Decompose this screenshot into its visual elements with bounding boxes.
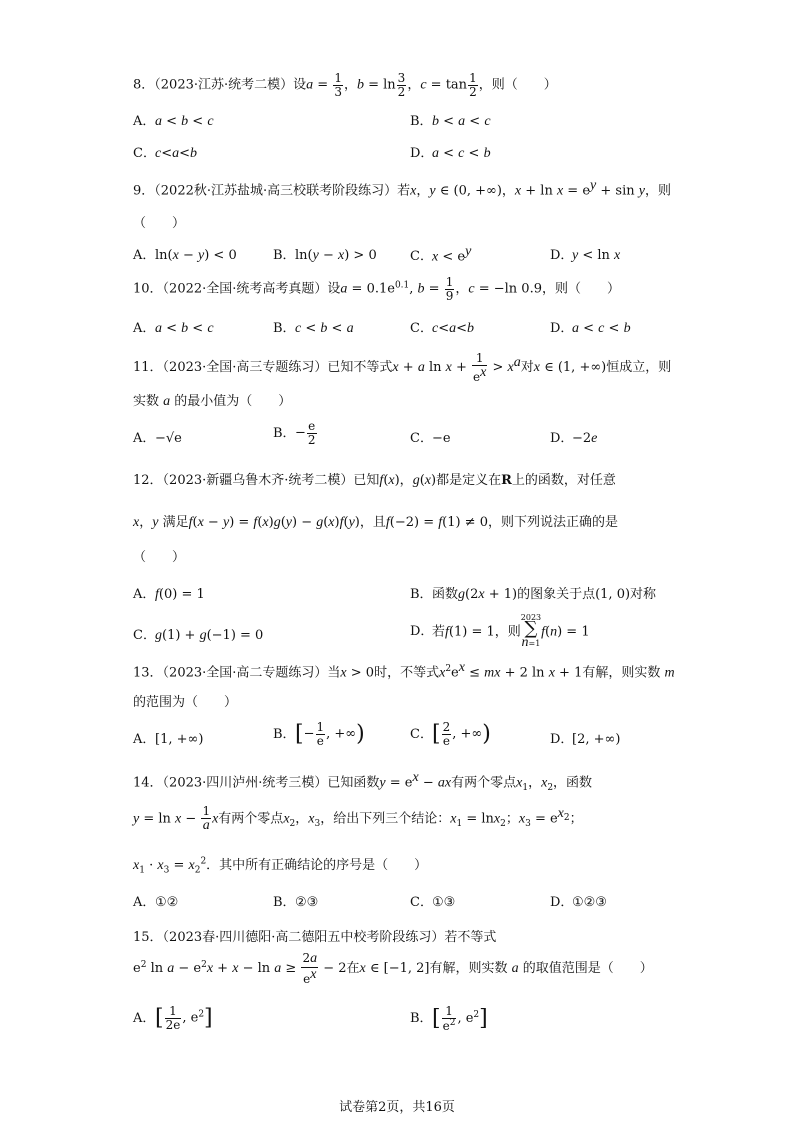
q11-option-d[interactable]: D．−2e xyxy=(550,431,598,446)
question-9: 9．（2022秋·江苏盐城·高三校联考阶段练习）若x，y ∈ (0, +∞)，$x + \ln x = e^y + \sin y$，则 xyxy=(133,178,671,199)
q12-option-a[interactable]: A．f(0) = 1 xyxy=(133,587,205,602)
q11-option-b[interactable]: B．− $\frac{e}{2}$ xyxy=(273,419,316,447)
q8-option-d[interactable]: D．a < c < b xyxy=(410,146,491,161)
question-11: 11．（2023·全国·高三专题练习）已知不等式x + a ln x + $\frac{1}{e^x}$ > $x^a$对x ∈ (1, +∞)恒成立，则 xyxy=(133,351,672,384)
question-15-line2: $e^2$ $\ln a - e^2x + x - \ln a$ ≥ $\frac{2a}{e^x}$ − 2在x ∈ [−1, 2]有解，则实数 a 的取值范围是（ ） xyxy=(133,951,653,986)
question-8: 8．（2023·江苏·统考二模）设a = $\frac{1}{3}$ ，b = ln $\frac{3}{2}$ ，c = tan $\frac{1}{2}$ ，则（ ） xyxy=(133,71,557,99)
q11-option-a[interactable]: A．−√e xyxy=(133,431,182,446)
q8-option-b[interactable]: B．b < a < c xyxy=(410,114,491,129)
q9-option-a[interactable]: A．ln(x − y) < 0 xyxy=(133,248,237,263)
q10-option-a[interactable]: A．a < b < c xyxy=(133,321,214,336)
q8-option-c[interactable]: C．c<a<b xyxy=(133,146,198,161)
q10-option-d[interactable]: D．a < c < b xyxy=(550,321,631,336)
q9-option-b[interactable]: B．ln(y − x) > 0 xyxy=(273,248,377,263)
question-14: 14．（2023·四川泸州·统考三模）已知函数$y = e^x$ − ax有两个零点$x_1$，$x_2$，函数 xyxy=(133,770,593,793)
question-12-paren: （ ） xyxy=(133,550,186,565)
q8-option-a[interactable]: A．a < b < c xyxy=(133,114,214,129)
question-13: 13．（2023·全国·高二专题练习）当x > 0时，不等式$x^2e^x$ ≤ mx + 2 ln x + 1有解，则实数 m xyxy=(133,660,675,681)
q10-option-c[interactable]: C．c<a<b xyxy=(410,321,475,336)
question-12: 12．（2023·新疆乌鲁木齐·统考二模）已知f(x)，g(x)都是定义在R上的函数，对任意 xyxy=(133,473,616,488)
question-13-line2: 的范围为（ ） xyxy=(133,695,238,710)
q14-option-a[interactable]: A．①② xyxy=(133,895,179,910)
question-14-line2: y = ln x − $\frac{1}{a}$ x有两个零点$x_2$，$x_3$，给出下列三个结论：$x_1 = \ln x_2$；$x_3 = e^{x_2}$； xyxy=(133,804,583,833)
q13-option-b[interactable]: B．[− $\frac{1}{e}$ , +∞) xyxy=(273,720,365,748)
q9-option-d[interactable]: D．y < ln x xyxy=(550,248,621,263)
q12-option-d[interactable]: D．若f(1) = 1，则2023 ∑ n=1f(n) = 1 xyxy=(410,613,590,651)
q12-option-b[interactable]: B．函数g(2x + 1)的图象关于点(1, 0)对称 xyxy=(410,587,657,602)
question-14-line3: $x_1 \cdot x_3 = x_2^2$．其中所有正确结论的序号是（ ） xyxy=(133,856,428,876)
q9-option-c[interactable]: C．$x < e^y$ xyxy=(410,244,472,265)
question-15: 15．（2023春·四川德阳·高二德阳五中校考阶段练习）若不等式 xyxy=(133,930,497,945)
q11-option-c[interactable]: C．−e xyxy=(410,431,451,446)
q14-option-c[interactable]: C．①③ xyxy=(410,895,456,910)
q14-option-d[interactable]: D．①②③ xyxy=(550,895,607,910)
question-12-line2: x，y 满足f(x − y) = f(x)g(y) − g(x)f(y)，且f(−2) = f(1) ≠ 0，则下列说法正确的是 xyxy=(133,515,618,530)
q13-option-c[interactable]: C．[ $\frac{2}{e}$ , +∞) xyxy=(410,720,491,748)
q12-option-c[interactable]: C．g(1) + g(−1) = 0 xyxy=(133,628,264,643)
question-10: 10．（2022·全国·统考高考真题）设$a = 0.1e^{0.1}$, b = $\frac{1}{9}$ ，c = −ln 0.9，则（ ） xyxy=(133,275,620,303)
q15-option-a[interactable]: A．[ $\frac{1}{2e}$ , $e^2$] xyxy=(133,1004,213,1032)
q13-option-d[interactable]: D．[2, +∞) xyxy=(550,732,621,747)
q13-option-a[interactable]: A．[1, +∞) xyxy=(133,732,204,747)
page-footer: 试卷第2页，共16页 xyxy=(339,1100,455,1115)
question-9-paren: （ ） xyxy=(133,216,186,231)
q10-option-b[interactable]: B．c < b < a xyxy=(273,321,354,336)
question-11-line2: 实数 a 的最小值为（ ） xyxy=(133,394,292,409)
q14-option-b[interactable]: B．②③ xyxy=(273,895,319,910)
q15-option-b[interactable]: B．[ $\frac{1}{e^2}$ , $e^2$] xyxy=(410,1004,488,1033)
